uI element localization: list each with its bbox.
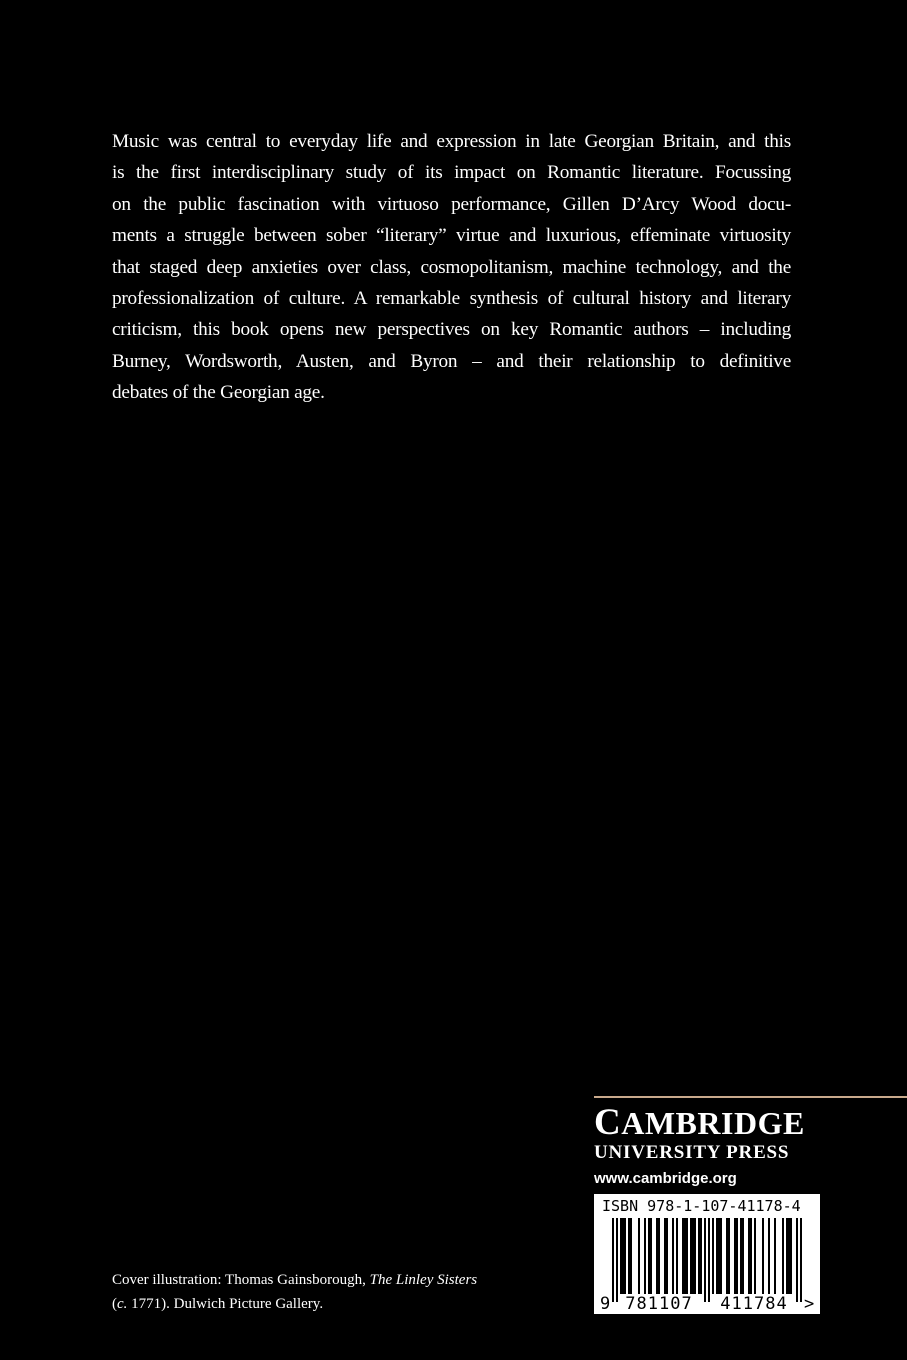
blurb-line: on the public fascination with virtuoso performance, Gillen D’Arcy Wood docu- (112, 193, 791, 215)
barcode-bar (648, 1218, 650, 1294)
barcode-bar (622, 1218, 624, 1294)
barcode-bar (638, 1218, 640, 1294)
barcode-digit-first: 9 (600, 1294, 611, 1314)
barcode-bar (736, 1218, 738, 1294)
barcode-bar (694, 1218, 696, 1294)
publisher-name (594, 1104, 824, 1142)
credit-open: ( (112, 1296, 117, 1312)
barcode-bar (734, 1218, 736, 1294)
barcode-bar (700, 1218, 702, 1294)
barcode-bar (672, 1218, 674, 1294)
barcode-bar (726, 1218, 728, 1294)
barcode-bar (742, 1218, 744, 1294)
blurb-line: ments a struggle between sober “literary” virtue and luxurious, effeminate virtuosity (112, 225, 791, 247)
credit-line-2 (112, 1292, 477, 1316)
barcode-bar (692, 1218, 694, 1294)
barcode-bar (686, 1218, 688, 1294)
barcode-bar (720, 1218, 722, 1294)
barcode-bar (616, 1218, 618, 1302)
credit-circa: c. (117, 1296, 128, 1312)
credit-prefix: Cover illustration: Thomas Gainsborough, (112, 1272, 370, 1288)
barcode-bar (800, 1218, 802, 1302)
barcode-bar (664, 1218, 666, 1294)
publisher-subtitle: UNIVERSITY PRESS (594, 1142, 790, 1163)
blurb-line: Burney, Wordsworth, Austen, and Byron – and their relationship to definitive (112, 350, 791, 372)
barcode-bar (684, 1218, 686, 1294)
barcode-digits-group2: 411784 (720, 1294, 788, 1314)
credit-title: The Linley Sisters (369, 1272, 478, 1288)
barcode-bar (666, 1218, 668, 1294)
blurb-line: debates of the Georgian age. (112, 382, 325, 404)
publisher-divider (594, 1096, 907, 1098)
publisher-name-initial: C (594, 1102, 622, 1143)
barcode-bar (748, 1218, 750, 1294)
barcode-bar (650, 1218, 652, 1294)
cover-credit (112, 1268, 477, 1316)
publisher-url: www.cambridge.org (594, 1170, 737, 1187)
barcode-bar (628, 1218, 630, 1294)
isbn-barcode (594, 1194, 820, 1314)
barcode-bar (716, 1218, 718, 1294)
barcode-bar (708, 1218, 710, 1302)
back-cover-blurb (112, 126, 791, 409)
barcode-bar (774, 1218, 776, 1294)
barcode-graphic (594, 1194, 820, 1314)
barcode-bar (704, 1218, 706, 1302)
barcode-bar (712, 1218, 714, 1294)
barcode-bar (788, 1218, 790, 1294)
barcode-bar (750, 1218, 752, 1294)
blurb-line: is the first interdisciplinary study of its impact on Romantic literature. Focussing (112, 162, 791, 184)
barcode-bar (682, 1218, 684, 1294)
blurb-line: criticism, this book opens new perspectives on key Romantic authors – including (112, 319, 791, 341)
barcode-bar (690, 1218, 692, 1294)
publisher-name-rest: AMBRIDGE (621, 1105, 805, 1141)
barcode-digits-group1: 781107 (625, 1294, 693, 1314)
barcode-bar (782, 1218, 784, 1294)
barcode-bar (620, 1218, 622, 1294)
isbn-label: ISBN 978-1-107-41178-4 (602, 1197, 801, 1215)
barcode-bar (790, 1218, 792, 1294)
barcode-bar (644, 1218, 646, 1294)
barcode-bar (630, 1218, 632, 1294)
barcode-bar (612, 1218, 614, 1302)
barcode-bar (676, 1218, 678, 1294)
barcode-bar (786, 1218, 788, 1294)
barcode-bar (624, 1218, 626, 1294)
barcode-bar (698, 1218, 700, 1294)
blurb-line: Music was central to everyday life and expression in late Georgian Britain, and this (112, 131, 791, 152)
blurb-line: professionalization of culture. A remarkable synthesis of cultural history and literary (112, 287, 791, 309)
credit-line-1 (112, 1268, 477, 1292)
barcode-bar (728, 1218, 730, 1294)
publisher-logo (594, 1104, 824, 1191)
barcode-bar (768, 1218, 770, 1294)
barcode-bar (740, 1218, 742, 1294)
barcode-bar (656, 1218, 658, 1294)
barcode-bar (762, 1218, 764, 1294)
credit-rest: 1771). Dulwich Picture Gallery. (127, 1296, 324, 1312)
barcode-bar (658, 1218, 660, 1294)
barcode-quiet-mark: > (804, 1294, 815, 1314)
barcode-bar (754, 1218, 756, 1294)
blurb-line: that staged deep anxieties over class, cosmopolitanism, machine technology, and the (112, 256, 791, 278)
barcode-bar (796, 1218, 798, 1302)
barcode-bar (718, 1218, 720, 1294)
